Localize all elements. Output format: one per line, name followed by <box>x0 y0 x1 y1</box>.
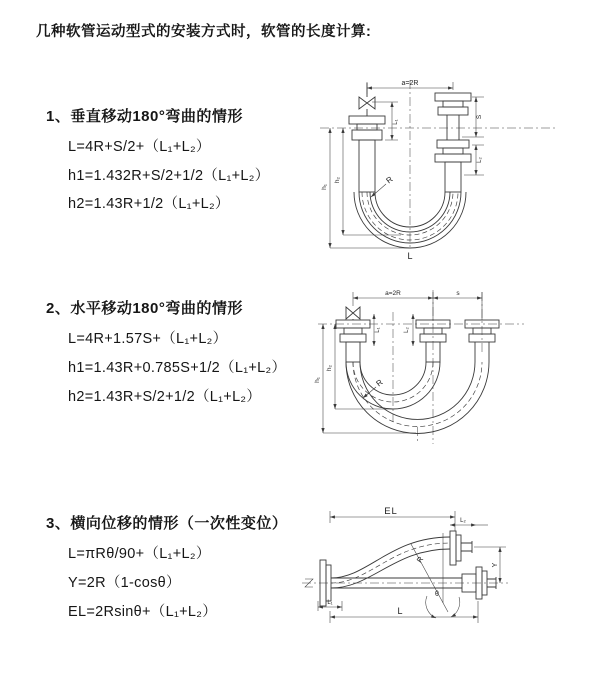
dim-label-a2r: a=2R <box>401 80 419 87</box>
dimension-s <box>462 97 484 137</box>
dim-label-l2: L₂ <box>404 327 410 333</box>
dim-label-el: EL <box>384 506 398 517</box>
dim-label-l1: L₁ <box>393 119 399 125</box>
section-2-formula-h2: h2=1.43R+S/2+1/2（L₁+L₂） <box>68 389 262 405</box>
section-3-formula-Y: Y=2R（1-cosθ） <box>68 575 181 591</box>
dim-label-l1: L₁ <box>375 327 381 333</box>
dimension-l2 <box>464 145 484 175</box>
dimension-s <box>433 290 482 298</box>
section-1-heading: 1、垂直移动180°弯曲的情形 <box>46 108 243 125</box>
dim-label-l2: L₂ <box>477 157 483 163</box>
dim-label-y: Y <box>492 562 499 568</box>
dim-label-l: L <box>407 251 413 261</box>
upper-flange <box>450 531 472 565</box>
dimension-y <box>474 547 506 583</box>
left-pipe-fitting <box>336 320 370 362</box>
dim-label-l: L <box>397 606 403 616</box>
section-2-heading: 2、水平移动180°弯曲的情形 <box>46 300 243 317</box>
dim-label-r: R <box>374 377 385 389</box>
dim-label-a2r: a=2R <box>385 290 401 297</box>
hose-s-curve <box>331 537 450 588</box>
dimension-l2 <box>450 518 488 525</box>
centerlines <box>318 290 524 444</box>
dim-label-l2: L₂ <box>460 518 466 524</box>
section-1-formula-h1: h1=1.432R+S/2+1/2（L₁+L₂） <box>68 168 270 184</box>
hose-u-bend <box>346 362 489 434</box>
section-1-formula-h2: h2=1.43R+1/2（L₁+L₂） <box>68 196 230 212</box>
diagram-vertical-180-bend <box>306 72 590 262</box>
centerlines <box>320 80 558 250</box>
dimension-l2 <box>404 314 413 346</box>
dim-label-h1: h₁ <box>321 184 328 190</box>
dim-label-r: R <box>414 554 426 565</box>
dim-label-s: S <box>476 114 483 120</box>
section-1-formula-L: L=4R+S/2+（L₁+L₂） <box>68 139 211 155</box>
diagram-horizontal-180-bend <box>312 284 598 462</box>
page-title: 几种软管运动型式的安装方式时，软管的长度计算: <box>36 24 372 40</box>
section-3-formula-L: L=πRθ/90+（L₁+L₂） <box>68 546 211 562</box>
section-3-heading: 3、横向位移的情形（一次性变位） <box>46 515 288 532</box>
diagram-lateral-displacement <box>298 503 600 645</box>
section-2-formula-h1: h1=1.43R+0.785S+1/2（L₁+L₂） <box>68 360 287 376</box>
valve-icon <box>346 307 360 320</box>
dimension-l1 <box>374 314 381 346</box>
dim-label-theta: θ <box>435 591 439 598</box>
dim-label-r: R <box>384 174 395 186</box>
dim-label-l1: L₁ <box>327 600 333 606</box>
left-pipe-fitting <box>349 116 385 192</box>
dim-label-s: s <box>456 290 460 297</box>
dimension-l1 <box>318 600 342 611</box>
dimension-h2 <box>326 324 393 409</box>
dim-label-h2: h₂ <box>326 364 333 372</box>
dim-label-h1: h₁ <box>314 377 321 383</box>
section-2-formula-L: L=4R+1.57S+（L₁+L₂） <box>68 331 228 347</box>
dimension-h1 <box>314 324 416 433</box>
right-pipe-fitting <box>435 93 471 192</box>
dimension-l <box>330 601 478 623</box>
dimension-a2r <box>353 290 482 320</box>
radius-and-angle <box>411 533 460 618</box>
section-3-formula-EL: EL=2Rsinθ+（L₁+L₂） <box>68 604 218 620</box>
dimension-el <box>330 506 455 531</box>
dimension-l1 <box>372 102 399 140</box>
dim-label-h2: h₂ <box>334 176 341 184</box>
